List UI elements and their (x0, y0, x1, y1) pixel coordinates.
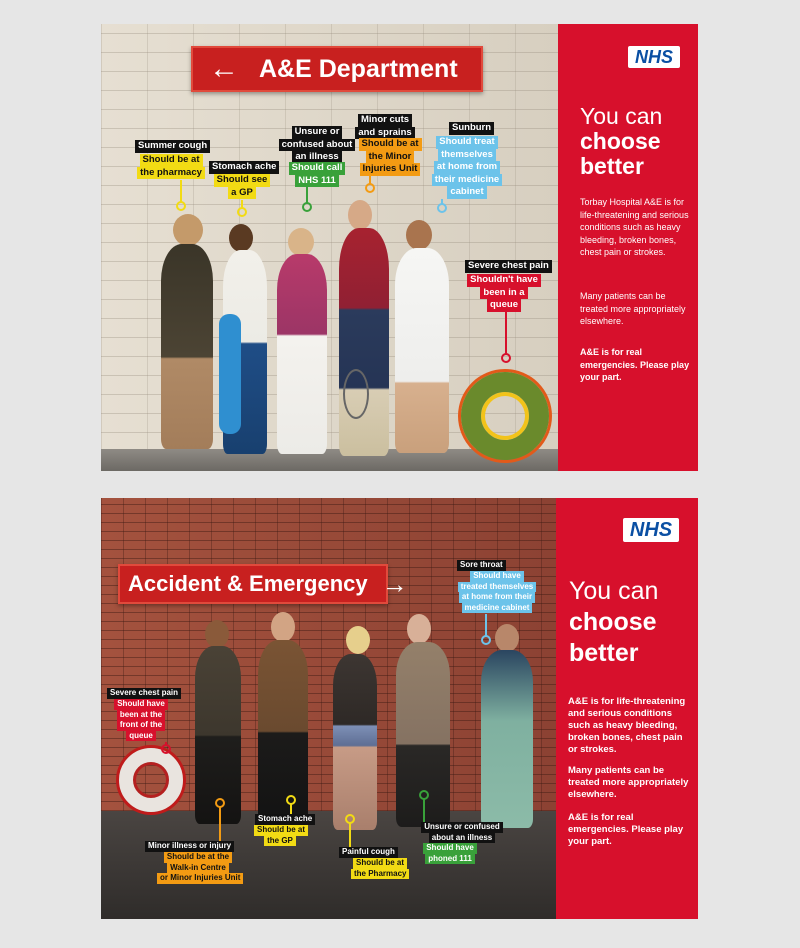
advice-chest-pain: Should have been at the front of the queue (111, 699, 171, 741)
pin-dot (419, 790, 429, 800)
person-head (346, 626, 370, 654)
accident-emergency-sign (118, 564, 408, 604)
pin-line (219, 807, 221, 841)
info-panel (556, 498, 698, 919)
body-paragraph-1: Torbay Hospital A&E is for life-threatening and serious conditions such as heavy bleeding, broken bones, chest pain or strokes. (580, 197, 689, 257)
pin-line (290, 804, 292, 814)
headline: You can choose better (580, 103, 663, 179)
pin-line (505, 312, 507, 354)
label-minor-illness: Minor illness or injury (145, 841, 234, 852)
nhs-logo: NHS (623, 518, 679, 542)
label-unsure: Unsure or confused about an illness (421, 822, 503, 843)
label-sore-throat: Sore throat (457, 560, 506, 571)
label-summer-cough: Summer cough (135, 140, 210, 153)
person-head (288, 228, 314, 256)
person-stomach-ache (258, 640, 308, 830)
label-sunburn: Sunburn (449, 122, 494, 135)
tennis-racket (343, 369, 369, 419)
person-head (406, 220, 432, 250)
advice-unsure: Should have phoned 111 (421, 843, 479, 864)
label-stomach-ache: Stomach ache (209, 161, 279, 174)
pin-line (423, 799, 425, 822)
person-minor-cuts (339, 228, 389, 456)
label-unsure: Unsure or confused about an illness (275, 126, 359, 164)
label-chest-pain: Severe chest pain (107, 688, 181, 699)
pin-line (349, 823, 351, 847)
pin-dot (501, 353, 511, 363)
label-chest-pain: Severe chest pain (465, 260, 552, 273)
person-head (229, 224, 253, 252)
advice-minor-cuts: Should be at the Minor Injuries Unit (351, 138, 429, 176)
bodyboard (219, 314, 241, 434)
person-head (495, 624, 519, 652)
body-paragraph-1: A&E is for life-threatening and serious conditions such as heavy bleeding, broken bones, chest pain or strokes. (568, 696, 686, 755)
info-panel (558, 24, 698, 471)
pin-line (306, 187, 308, 203)
person-head (407, 614, 431, 644)
person-head (173, 214, 203, 246)
pin-line (485, 614, 487, 636)
advice-stomach-ache: Should see a GP (209, 174, 275, 199)
advice-chest-pain: Shouldn't have been in a queue (467, 274, 541, 312)
pin-dot (481, 635, 491, 645)
person-head (271, 612, 295, 642)
ae-department-sign (191, 46, 483, 92)
poster-photo (101, 24, 558, 471)
body-paragraph-3: A&E is for real emergencies. Please play your part. (568, 812, 684, 847)
body-paragraph-3: A&E is for real emergencies. Please play your part. (580, 347, 690, 382)
pin-dot (176, 201, 186, 211)
person-sore-throat (481, 650, 533, 828)
nhs-logo: NHS (628, 46, 680, 68)
person-sunburn (395, 248, 449, 453)
headline: You can choose better (569, 577, 659, 667)
person-painful-cough (333, 654, 377, 830)
arrow-left-icon: ← (209, 52, 239, 85)
flower-wreath (119, 748, 183, 812)
label-minor-cuts: Minor cuts and sprains (353, 114, 417, 139)
poster-photo (101, 498, 556, 919)
body-paragraph-2: Many patients can be treated more appropriately elsewhere. (568, 765, 689, 800)
pin-dot (345, 814, 355, 824)
pin-dot (365, 183, 375, 193)
pin-dot (237, 207, 247, 217)
pin-dot (215, 798, 225, 808)
advice-sore-throat: Should have treated themselves at home from their medicine cabinet (457, 571, 537, 613)
poster-torbay-ae (101, 24, 698, 471)
flower-wreath (461, 372, 549, 460)
label-stomach-ache: Stomach ache (255, 814, 315, 825)
pin-dot (302, 202, 312, 212)
person-head (205, 620, 229, 648)
person-unsure (277, 254, 327, 454)
advice-unsure: Should call NHS 111 (281, 162, 353, 187)
sign-text: Accident & Emergency (128, 571, 368, 596)
arrow-right-icon: → (381, 568, 408, 599)
advice-minor-illness: Should be at the Walk-in Centre or Minor Injuries Unit (157, 852, 239, 884)
pin-line (180, 180, 182, 202)
label-painful-cough: Painful cough (339, 847, 398, 858)
advice-stomach-ache: Should be at the GP (254, 825, 306, 846)
advice-sunburn: Should treat themselves at home from their medicine cabinet (425, 136, 509, 199)
pin-dot (161, 744, 171, 754)
poster-accident-emergency (101, 498, 698, 919)
pin-dot (437, 203, 447, 213)
person-summer-cough (161, 244, 213, 449)
advice-summer-cough: Should be at the pharmacy (127, 154, 215, 179)
pin-dot (286, 795, 296, 805)
body-paragraph-2: Many patients can be treated more appropriately elsewhere. (580, 291, 686, 326)
person-head (348, 200, 372, 230)
sign-text: A&E Department (259, 54, 458, 83)
advice-painful-cough: Should be at the Pharmacy (351, 858, 409, 879)
